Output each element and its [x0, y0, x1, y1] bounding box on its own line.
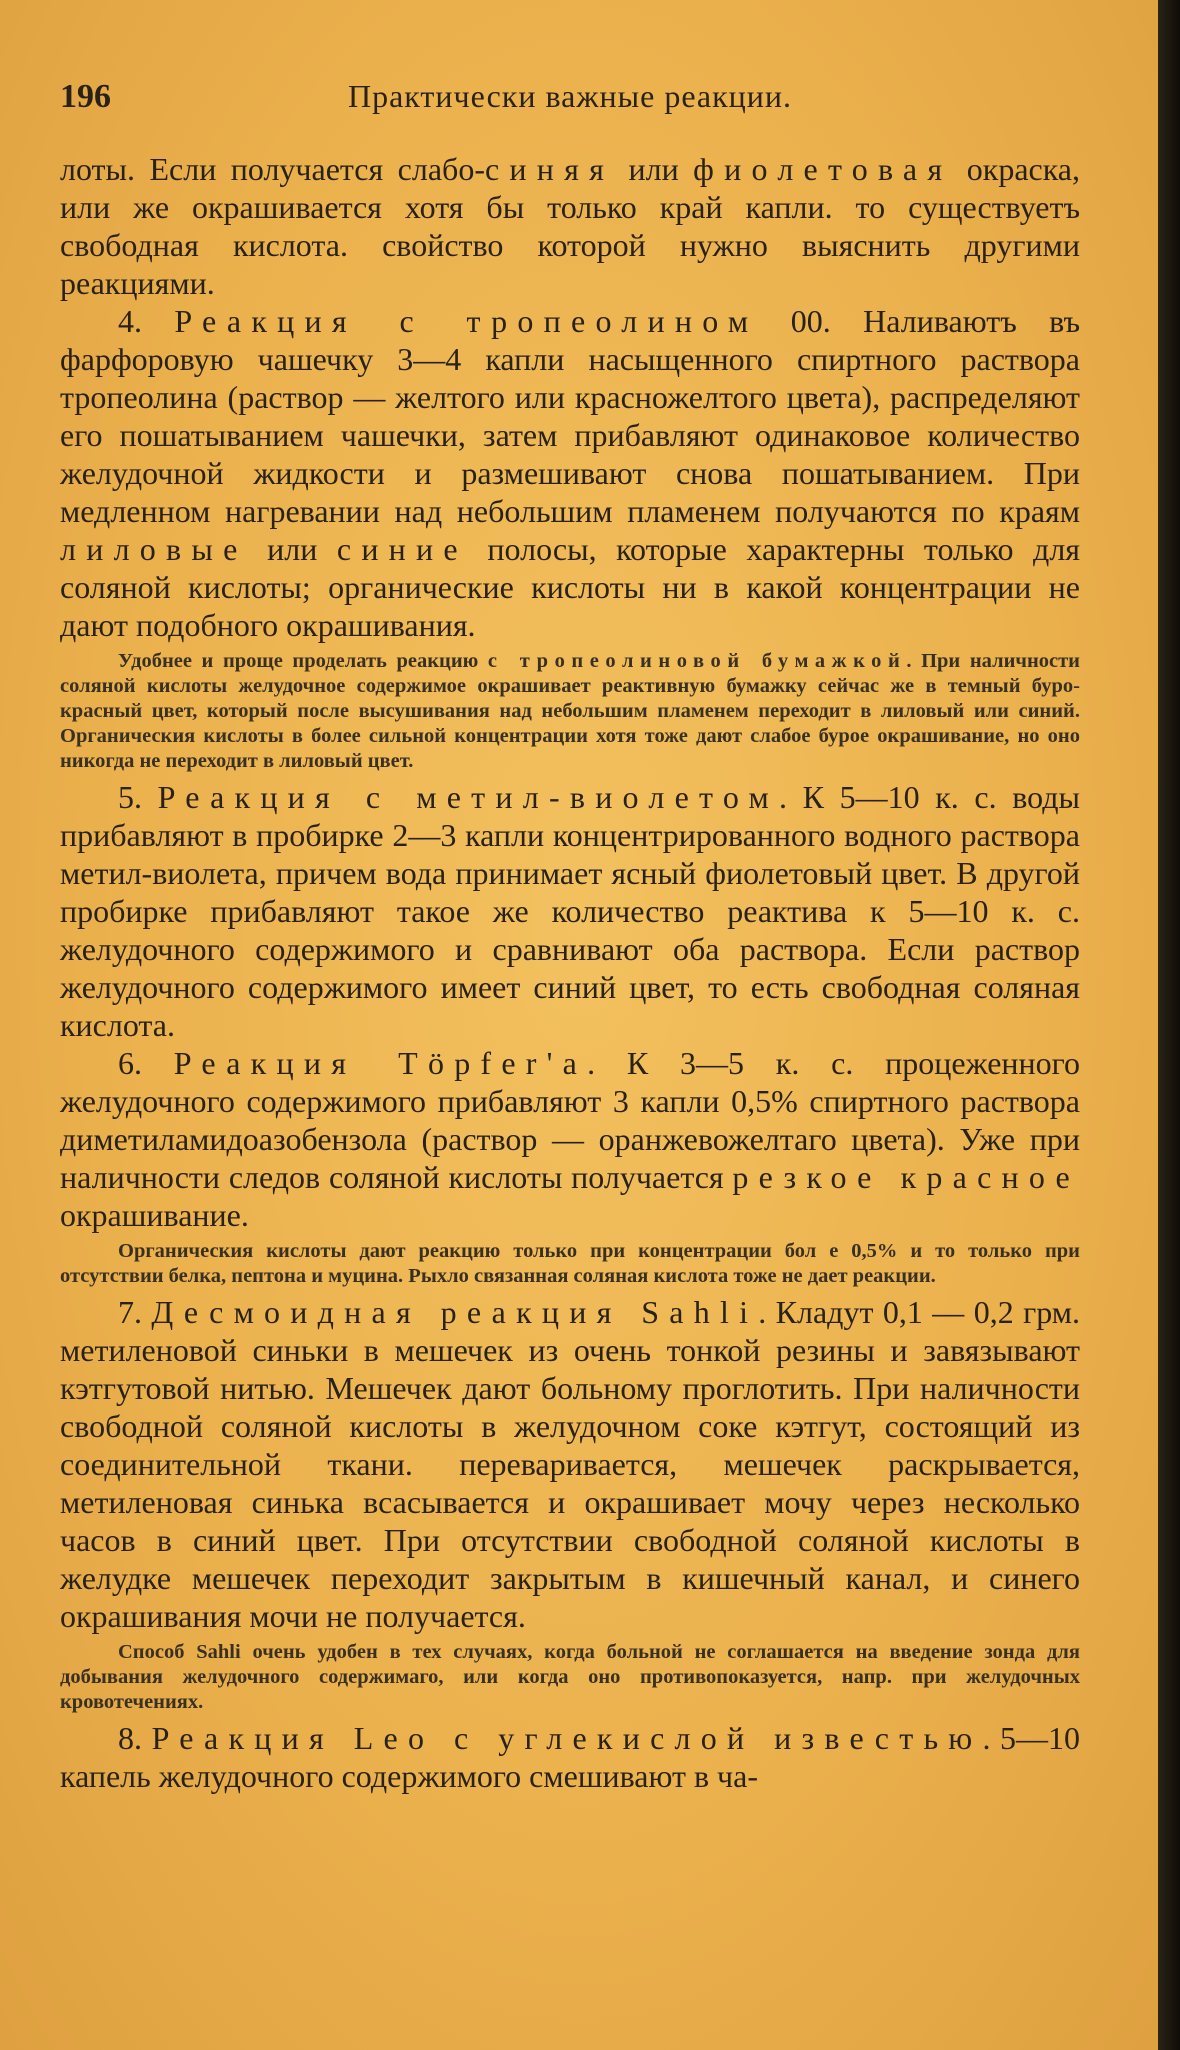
spaced-emphasis: фиолетовая [693, 151, 953, 187]
section-number: 4. [118, 303, 175, 339]
footnote-tropeolin-paper [60, 649, 1080, 774]
text-run: окрашивание. [60, 1197, 249, 1233]
text-run: полосы, которые характерны только для соляной кислоты; органические кислоты ни в какой концентрации не дают подобного окрашивания. [60, 531, 1081, 643]
spaced-emphasis: с тропеолиновой бумажкой [487, 650, 907, 672]
page-number: 196 [60, 78, 111, 115]
section-heading: Реакция с метил-виолетом [157, 779, 779, 815]
spaced-emphasis: синяя [484, 151, 615, 187]
text-run: окраска, или же окрашивается хотя бы только край капли. то существуетъ свободная кислота. свойство которой нужно выяснить другими реакциями. [60, 151, 1080, 301]
text-run: . При наличности соляной кислоты желудочное содержимое окрашивает реактивную бумажку сейчас же в темный буро-красный цвет, который после высушивания над небольшим пламенем переходит в лиловый или синий. Органическия кислоты в более сильной концентрации хотя тоже дают слабое бурое окрашивание, но оно никогда не переходит в лиловый цвет. [60, 650, 1080, 772]
text-run: . К 5—10 к. с. воды прибавляют в пробирке 2—3 капли концентрированного водного раствора метил-виолета, причем вода принимает ясный фиолетовый цвет. В другой пробирке прибавляют такое же количество реактива к 5—10 к. с. желудочного содержимого и сравнивают оба раствора. Если раствор желудочного содержимого имеет синий цвет, то есть свободная соляная кислота. [60, 779, 1080, 1043]
paragraph-reaction-8 [60, 1719, 1080, 1795]
text-run: Удобнее и проще проделать реакцию [118, 650, 488, 672]
page-body [60, 150, 1080, 1795]
text-run: . 5—10 капель желудочного содержимого смешивают в ча- [60, 1720, 1081, 1794]
paragraph-reaction-7 [60, 1293, 1080, 1635]
text-run: . Кладут 0,1 — 0,2 грм. метиленовой синьки в мешечек из очень тонкой резины и завязывают кэтгутовой нитью. Мешечек дают больному проглотить. При наличности свободной соляной кислоты в желудочном соке кэтгут, состоящий из соединительной ткани. переваривается, мешечек раскрывается, метиленовая синька всасывается и окрашивает мочу через несколько часов в синий цвет. При отсутствии свободной соляной кислоты в желудке мешечек переходит закрытым в кишечный канал, и синего окрашивания мочи не получается. [60, 1294, 1081, 1634]
section-heading: Десмоидная реакция Sahli [151, 1294, 759, 1330]
text-run: . К 3—5 к. с. процеженного желудочного содержимого прибавляют 3 капли 0,5% спиртного раствора диметиламидоазобензола (раствор — оранжевожелтаго цвета). Уже при наличности следов соляной кислоты получается [60, 1045, 1081, 1195]
running-title: Практически важные реакции. [347, 78, 793, 114]
footnote-organic-acids: Органическия кислоты дают реакцию только при концентрации бол е 0,5% и то только при отсутствии белка, пептона и муцина. Рыхло связанная соляная кислота тоже не дает реакции. [60, 1240, 1080, 1287]
section-heading: Реакция Leo с углекислой известью [151, 1720, 983, 1756]
paragraph-reaction-6 [60, 1044, 1080, 1234]
section-number: 5. [118, 779, 158, 815]
section-number: 7. [118, 1294, 152, 1330]
paragraph-continued [60, 150, 1080, 302]
section-number: 6. [118, 1045, 174, 1081]
section-heading: Реакция Töpfer'а [173, 1045, 588, 1081]
spaced-emphasis: синие [336, 531, 468, 567]
paragraph-reaction-5 [60, 778, 1080, 1044]
book-edge [1158, 0, 1180, 2050]
spaced-emphasis: резкое красное [732, 1159, 1080, 1195]
text-run: или [614, 151, 694, 187]
text-run: 00. Наливаютъ въ фарфоровую чашечку 3—4 капли насыщенного спиртного раствора тропеолина (раствор — желтого или красножелтого цвета), распределяют его пошатыванием чашечки, затем прибавляют одинаковое количество желудочной жидкости и размешивают снова пошатыванием. При медленном нагревании над небольшим пламенем получаются по краям [60, 303, 1081, 529]
page-header [60, 78, 1080, 126]
text-run: или [247, 531, 337, 567]
spaced-emphasis: лиловые [60, 531, 248, 567]
section-number: 8. [118, 1720, 152, 1756]
text-run: лоты. Если получается слабо- [60, 151, 485, 187]
paragraph-reaction-4 [60, 302, 1080, 644]
footnote-sahli-method: Способ Sahli очень удобен в тех случаях, когда больной не соглашается на введение зонда для добывания желудочного содержимаго, или когда оно противопоказуется, напр. при желудочных кровотечениях. [60, 1641, 1080, 1713]
section-heading: Реакция с тропеолином [174, 303, 759, 339]
